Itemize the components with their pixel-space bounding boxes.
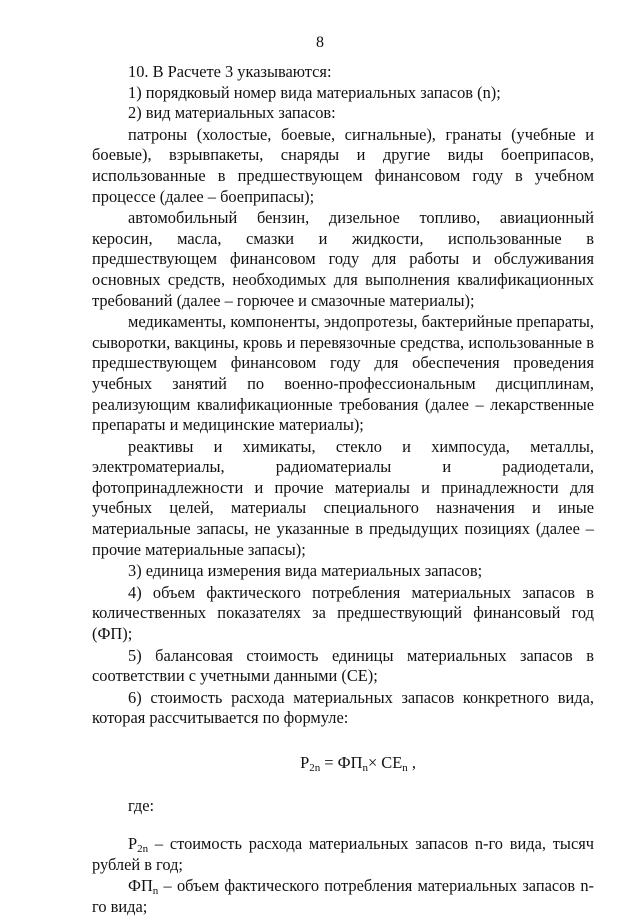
formula-ce-sub: n xyxy=(402,762,408,774)
definition-symbol: Р xyxy=(128,834,138,854)
definition-text: – стоимость расхода материальных запасов n-го вида, тысяч рублей в год; xyxy=(92,834,594,874)
formula-fp-sub: n xyxy=(362,762,368,774)
formula-tail: , xyxy=(407,753,416,772)
paragraph: 6) стоимость расхода материальных запасов конкретного вида, которая рассчитывается по формуле: xyxy=(92,687,594,728)
definition xyxy=(92,834,594,875)
paragraph: 1) порядковый номер вида материальных запасов (n); xyxy=(128,82,501,102)
formula-times: × xyxy=(367,753,382,772)
paragraph: автомобильный бензин, дизельное топливо, авиационный керосин, масла, смазки и жидкости, использованные в предшествующем финансовом году для работы и обслуживания основных средств, необходимых для выполнения квалификационных требований (далее – горючее и смазочные материалы); xyxy=(92,208,594,310)
formula xyxy=(92,753,594,774)
formula-eq: = xyxy=(320,753,338,772)
paragraph: патроны (холостые, боевые, сигнальные), гранаты (учебные и боевые), взрывпакеты, снаряды и другие виды боеприпасов, использованные в предшествующем финансовом году в учебном процессе (далее – боеприпасы); xyxy=(92,124,594,206)
paragraph: 2) вид материальных запасов: xyxy=(128,103,336,123)
formula-ce: СЕ xyxy=(381,753,403,772)
paragraph: медикаменты, компоненты, эндопротезы, бактерийные препараты, сыворотки, вакцины, кровь и перевязочные средства, использованные в предшествующем финансовом году для обеспечения проведения учебных занятий по военно-профессиональным дисциплинам, реализующим квалификационные требования (далее – лекарственные препараты и медицинские материалы); xyxy=(92,312,594,435)
document-body xyxy=(92,62,594,918)
definition-symbol: ФП xyxy=(128,876,153,896)
paragraph: 5) балансовая стоимость единицы материальных запасов в соответствии с учетными данными (СЕ); xyxy=(92,645,594,686)
definition-text: – объем фактического потребления материальных запасов n-го вида; xyxy=(92,876,594,916)
page-number: 8 xyxy=(316,34,324,51)
formula-p-sub: 2n xyxy=(309,762,321,774)
definition-subscript: 2n xyxy=(137,843,149,856)
definition xyxy=(92,876,594,917)
formula-p: Р xyxy=(300,753,310,772)
formula-fp: ФП xyxy=(337,753,363,772)
paragraph: 4) объем фактического потребления материальных запасов в количественных показателях за предшествующий финансовый год (ФП); xyxy=(92,582,594,644)
paragraph: 3) единица измерения вида материальных запасов; xyxy=(128,561,483,581)
paragraph: реактивы и химикаты, стекло и химпосуда, металлы, электроматериалы, радиоматериалы и радиодетали, фотопринадлежности и прочие материалы и принадлежности для учебных целей, материалы специального назначения и иные материальные запасы, не указанные в предыдущих позициях (далее – прочие материальные запасы); xyxy=(92,436,594,559)
where-label: где: xyxy=(128,795,155,815)
spacer xyxy=(92,816,594,834)
paragraph: 10. В Расчете 3 указываются: xyxy=(128,62,332,81)
definition-subscript: n xyxy=(152,885,159,898)
